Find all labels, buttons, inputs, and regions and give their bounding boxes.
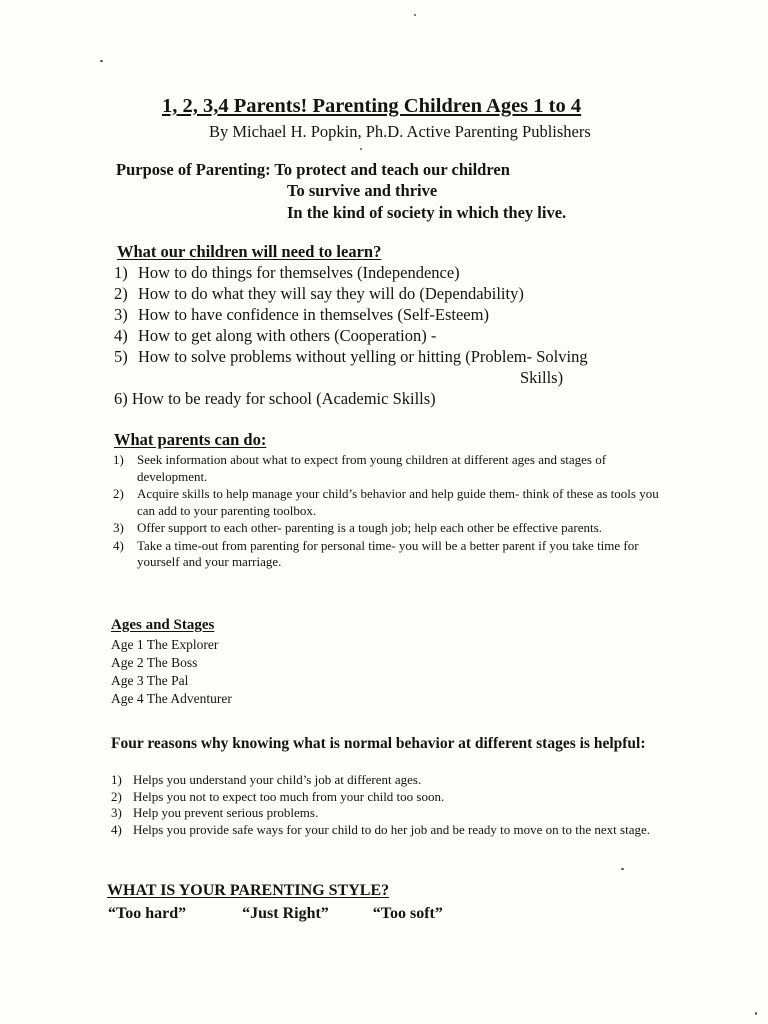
learn-heading: What our children will need to learn?	[117, 242, 382, 261]
item-text: How to do what they will say they will do (Dependability)	[138, 284, 524, 303]
list-item	[113, 538, 673, 571]
item-number: 1)	[111, 772, 122, 787]
list-item: Age 1 The Explorer	[111, 637, 219, 652]
style-option-too-hard: “Too hard”	[108, 905, 187, 922]
learn-item-5-continuation: Skills)	[520, 368, 564, 387]
list-item: Age 2 The Boss	[111, 655, 198, 670]
item-text: Take a time-out from parenting for personal time- you will be a better parent if you take time for yourself and your marriage.	[137, 537, 639, 569]
item-text: Offer support to each other- parenting is a tough job; help each other be effective parents.	[137, 520, 602, 535]
item-number: 4)	[111, 821, 122, 837]
purpose-line-1: Purpose of Parenting: To protect and teach our children	[116, 160, 510, 179]
item-text: How to have confidence in themselves (Self-Esteem)	[138, 305, 489, 324]
scan-speck	[621, 868, 624, 870]
purpose-line-3: In the kind of society in which they live.	[287, 203, 567, 222]
list-item	[114, 346, 588, 367]
parents-heading: What parents can do:	[114, 430, 267, 449]
list-item	[114, 304, 588, 325]
scan-speck	[360, 148, 362, 150]
parents-list	[113, 452, 673, 572]
list-item	[111, 822, 671, 839]
list-item: Age 3 The Pal	[111, 673, 189, 688]
list-item	[113, 520, 673, 537]
item-text: How to solve problems without yelling or hitting (Problem- Solving	[138, 347, 588, 366]
scan-speck	[100, 60, 103, 62]
item-number: 1)	[113, 452, 124, 467]
item-number: 5)	[114, 347, 128, 366]
list-item	[113, 452, 673, 485]
item-number: 3)	[114, 305, 128, 324]
item-text: Acquire skills to help manage your child’s behavior and help guide them- think of these as tools you can add to your parenting toolbox.	[137, 486, 659, 518]
scan-speck	[755, 1012, 757, 1015]
list-item	[113, 486, 673, 519]
item-number: 2)	[113, 486, 124, 501]
byline: By Michael H. Popkin, Ph.D. Active Parenting Publishers	[209, 122, 591, 141]
style-option-just-right: “Just Right”	[242, 905, 329, 922]
list-item	[114, 283, 588, 304]
style-heading: WHAT IS YOUR PARENTING STYLE?	[107, 882, 390, 899]
list-item	[114, 325, 588, 346]
item-number: 2)	[114, 284, 128, 303]
list-item: Age 4 The Adventurer	[111, 691, 232, 706]
item-text: How to do things for themselves (Independence)	[138, 263, 460, 282]
item-number: 2)	[111, 788, 122, 804]
item-number: 1)	[114, 263, 128, 282]
reasons-list	[111, 772, 671, 838]
style-options	[108, 905, 443, 923]
ages-list	[111, 636, 232, 708]
list-item	[111, 805, 671, 822]
item-text: Helps you provide safe ways for your child to do her job and be ready to move on to the next stage.	[133, 821, 650, 837]
reasons-heading: Four reasons why knowing what is normal behavior at different stages is helpful:	[111, 735, 646, 752]
item-text: Seek information about what to expect from young children at different ages and stages of development.	[137, 452, 607, 484]
item-text: How to get along with others (Cooperation) -	[138, 326, 437, 345]
ages-heading: Ages and Stages	[111, 617, 215, 633]
item-text: Help you prevent serious problems.	[133, 805, 319, 820]
item-number: 4)	[114, 326, 128, 345]
scan-speck	[414, 14, 416, 16]
list-item	[111, 789, 671, 806]
learn-item-6: 6) How to be ready for school (Academic Skills)	[114, 389, 436, 408]
list-item	[111, 772, 671, 789]
item-text: Helps you not to expect too much from your child too soon.	[133, 788, 445, 804]
style-option-too-soft: “Too soft”	[372, 905, 443, 922]
list-item	[114, 262, 588, 283]
item-number: 3)	[111, 805, 122, 820]
learn-list	[114, 262, 588, 367]
purpose-line-2: To survive and thrive	[287, 181, 438, 200]
page-title: 1, 2, 3,4 Parents! Parenting Children Ages 1 to 4	[162, 95, 582, 117]
item-number: 3)	[113, 520, 124, 535]
item-number: 4)	[113, 537, 124, 553]
item-text: Helps you understand your child’s job at different ages.	[133, 772, 422, 787]
